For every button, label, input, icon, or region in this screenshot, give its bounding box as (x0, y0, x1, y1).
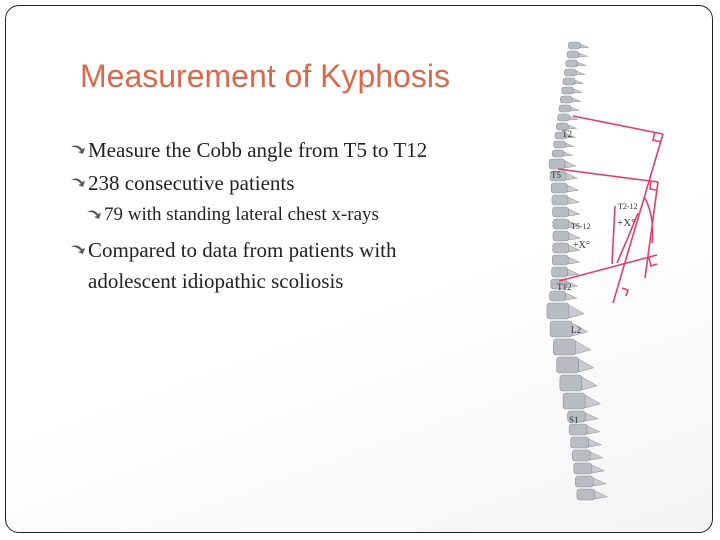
vertebra (557, 357, 579, 373)
spinous-process (589, 439, 602, 447)
label-x-top: +X° (617, 217, 636, 229)
spinous-process (571, 107, 579, 111)
vertebra (552, 150, 564, 157)
vertebra (567, 51, 579, 58)
vertebra (574, 463, 592, 474)
spinous-process (568, 269, 579, 276)
spinous-process (569, 209, 580, 216)
label-l2: L2 (571, 325, 581, 335)
spinous-process (568, 197, 579, 204)
vertebra (553, 339, 575, 355)
bullet-text: Compared to data from patients with adolescent idiopathic scoliosis (88, 238, 397, 293)
label-t2: T2 (562, 129, 572, 139)
spinous-process (593, 478, 606, 486)
bullet-item (70, 135, 450, 166)
bullet-arrow-icon (70, 244, 86, 256)
vertebra (571, 437, 589, 448)
vertebra (559, 105, 571, 112)
bullet-list (70, 135, 450, 299)
vertebra (562, 87, 574, 94)
vertebra (568, 42, 580, 49)
bullet-text: 238 consecutive patients (88, 171, 295, 195)
vertebra (550, 291, 566, 301)
vertebra (554, 141, 566, 148)
spinous-process (576, 71, 584, 75)
spinous-process (572, 98, 580, 102)
spinous-process (580, 44, 588, 48)
spinous-process (566, 143, 574, 147)
vertebra (552, 267, 568, 277)
vertebra (563, 393, 585, 409)
spinous-process (569, 233, 580, 240)
spinous-process (566, 173, 577, 180)
vertebra (553, 231, 569, 241)
bullet-text: Measure the Cobb angle from T5 to T12 (88, 138, 428, 162)
label-t2-12: T2-12 (618, 202, 638, 211)
spinous-process (587, 426, 600, 434)
vertebra (547, 303, 569, 319)
spinous-process (578, 62, 586, 66)
label-s1: S1 (569, 415, 579, 425)
vertebra (550, 321, 572, 337)
vertebra (563, 78, 575, 85)
bullet-arrow-icon (70, 144, 86, 156)
spinous-process (585, 395, 600, 408)
spinous-process (566, 293, 577, 300)
vertebra (553, 207, 569, 217)
label-x-bottom: +X° (573, 240, 590, 251)
vertebra (564, 69, 576, 76)
vertebra (575, 476, 593, 487)
vertebra (560, 375, 582, 391)
spinous-process (586, 413, 599, 421)
vertebra (560, 96, 572, 103)
vertebra (577, 489, 595, 500)
spinous-process (569, 305, 584, 318)
label-t5-12: T5-12 (571, 222, 591, 231)
spinous-process (567, 185, 578, 192)
vertebra (569, 424, 587, 435)
vertebra (572, 450, 590, 461)
spinous-process (579, 359, 594, 372)
vertebra (553, 243, 569, 253)
bullet-arrow-icon (70, 177, 86, 189)
vertebra (551, 183, 567, 193)
bullet-item (70, 235, 450, 297)
slide-title: Measurement of Kyphosis (80, 58, 450, 94)
spinous-process (590, 452, 603, 460)
bullet-arrow-icon (86, 209, 102, 221)
bullet-text: 79 with standing lateral chest x-rays (104, 204, 379, 225)
spinous-process (568, 257, 579, 264)
spinous-process (564, 152, 572, 156)
label-t5: T5 (551, 170, 561, 180)
spine-cobb-angle-diagram (495, 38, 695, 508)
spinous-process (575, 341, 590, 354)
spinous-process (565, 161, 576, 168)
vertebra (553, 219, 569, 229)
spinous-process (574, 89, 582, 93)
label-t12: T12 (557, 282, 572, 292)
vertebra (558, 114, 570, 121)
spinous-process (579, 53, 587, 57)
spinous-process (575, 80, 583, 84)
bullet-item (70, 168, 450, 199)
vertebra (552, 255, 568, 265)
vertebra (552, 195, 568, 205)
spinous-process (592, 465, 605, 473)
sub-bullet-item (70, 201, 450, 229)
spinous-process (582, 377, 597, 390)
spinous-process (595, 491, 608, 499)
vertebra (549, 159, 565, 169)
vertebra (566, 60, 578, 67)
